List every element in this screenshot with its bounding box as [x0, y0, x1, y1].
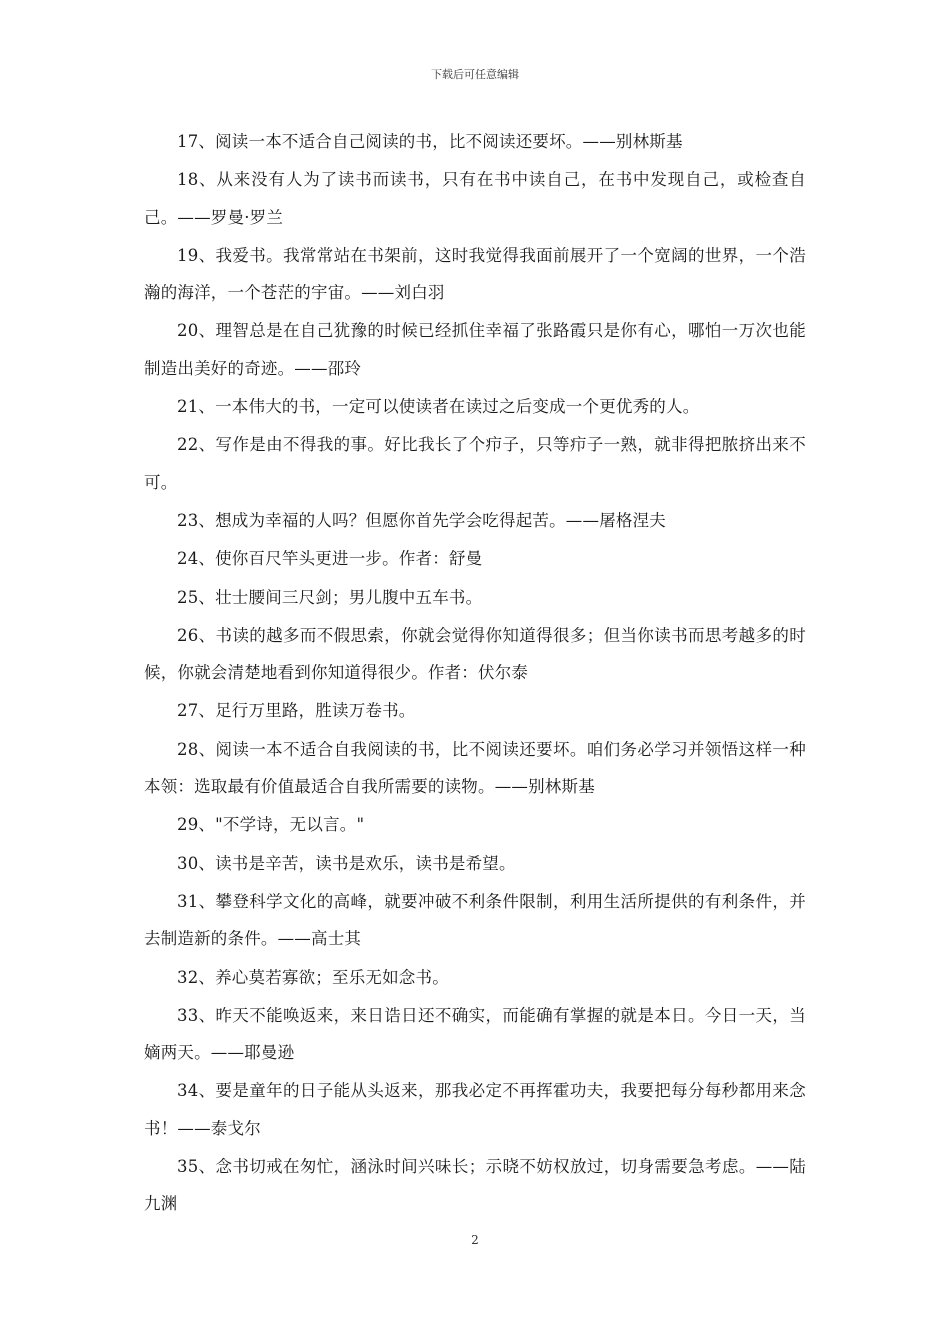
quote-paragraph: 32、养心莫若寡欲；至乐无如念书。	[177, 967, 449, 987]
quote-paragraph: 25、壮士腰间三尺剑；男儿腹中五车书。	[177, 587, 483, 607]
quote-paragraph: 17、阅读一本不适合自己阅读的书，比不阅读还要坏。——别林斯基	[177, 132, 683, 151]
quote-paragraph: 27、足行万里路，胜读万卷书。	[177, 701, 416, 721]
quote-paragraph: 30、读书是辛苦，读书是欢乐，读书是希望。	[177, 853, 516, 873]
quote-paragraph: 19、我爱书。我常常站在书架前，这时我觉得我面前展开了一个宽阔的世界，一个浩瀚的海洋，一个苍茫的宇宙。——刘白羽	[144, 245, 806, 303]
quote-paragraph: 22、写作是由不得我的事。好比我长了个疖子，只等疖子一熟，就非得把脓挤出来不可。	[144, 435, 806, 492]
quote-paragraph: 24、使你百尺竿头更进一步。作者：舒曼	[177, 549, 483, 569]
quote-paragraph: 34、要是童年的日子能从头返来，那我必定不再挥霍功夫，我要把每分每秒都用来念书！——泰戈尔	[144, 1081, 806, 1138]
page-header: 下载后可任意编辑	[431, 68, 519, 81]
quote-paragraph: 29、"不学诗，无以言。"	[177, 815, 365, 835]
quote-paragraph: 18、从来没有人为了读书而读书，只有在书中读自己，在书中发现自己，或检查自己。——罗曼·罗兰	[144, 170, 806, 227]
quote-list	[144, 123, 806, 1224]
page-number: 2	[471, 1233, 479, 1247]
quote-paragraph: 35、念书切戒在匆忙，涵泳时间兴味长；示晓不妨权放过，切身需要急考虑。——陆九渊	[144, 1157, 806, 1214]
quote-paragraph: 20、理智总是在自己犹豫的时候已经抓住幸福了张路霞只是你有心，哪怕一万次也能制造出美好的奇迹。——邵玲	[144, 321, 806, 378]
quote-paragraph: 28、阅读一本不适合自我阅读的书，比不阅读还要坏。咱们务必学习并领悟这样一种本领：选取最有价值最适合自我所需要的读物。——别林斯基	[144, 739, 806, 797]
quote-paragraph: 26、书读的越多而不假思索，你就会觉得你知道得很多；但当你读书而思考越多的时候，你就会清楚地看到你知道得很少。作者：伏尔泰	[144, 625, 806, 683]
quote-paragraph: 33、昨天不能唤返来，来日诰日还不确实，而能确有掌握的就是本日。今日一天，当嫡两天。——耶曼逊	[144, 1005, 806, 1063]
quote-paragraph: 21、一本伟大的书，一定可以使读者在读过之后变成一个更优秀的人。	[177, 397, 700, 417]
quote-paragraph: 31、攀登科学文化的高峰，就要冲破不利条件限制，利用生活所提供的有利条件，并去制造新的条件。——高士其	[144, 891, 806, 949]
quote-paragraph: 23、想成为幸福的人吗？但愿你首先学会吃得起苦。——屠格涅夫	[177, 510, 666, 530]
